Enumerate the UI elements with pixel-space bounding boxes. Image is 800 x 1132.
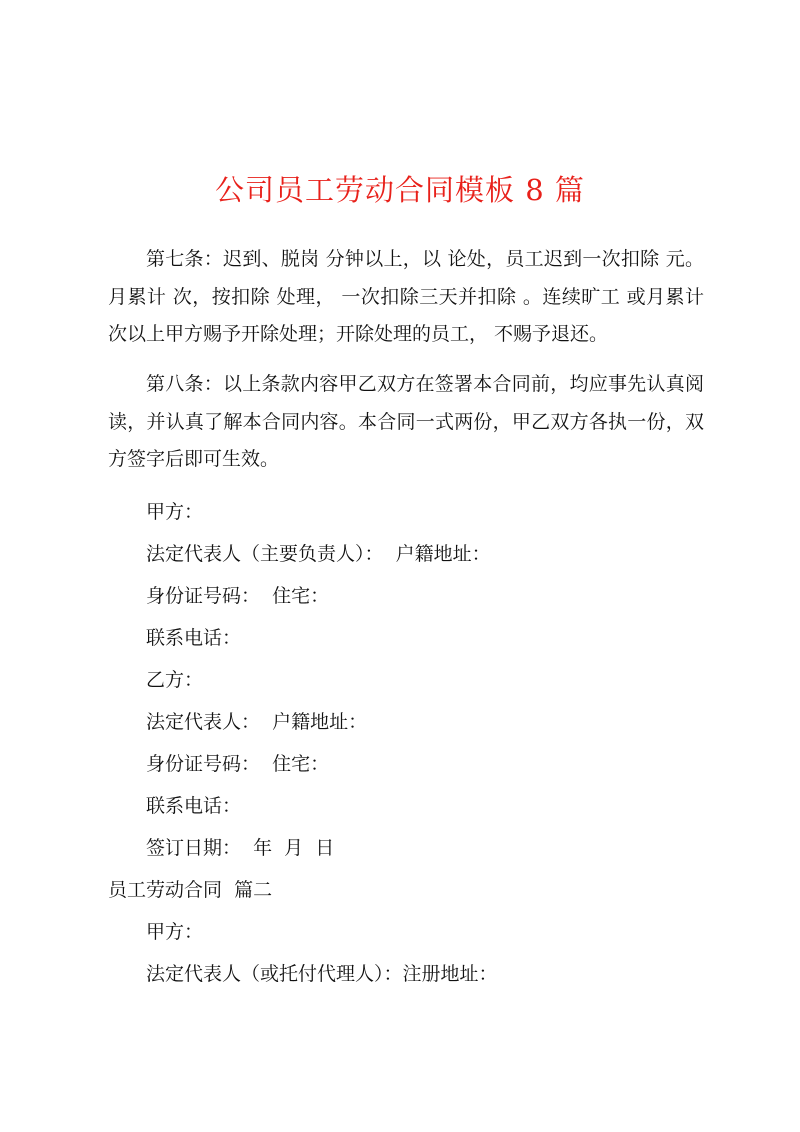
section-2-legal-rep-line: 法定代表人（或托付代理人）：注册地址：: [146, 963, 498, 985]
article-8-paragraph: 第八条：以上条款内容甲乙双方在签署本合同前，均应事先认真阅读，并认真了解本合同内容。本合同一式两份，甲乙双方各执一份，双方签字后即可生效。: [108, 373, 704, 470]
party-a-id-line: 身份证号码： 住宅：: [146, 585, 330, 607]
party-a-phone-line: 联系电话：: [146, 627, 242, 649]
sign-date-line: 签订日期： 年 月 日: [146, 837, 335, 859]
party-b-phone-line: 联系电话：: [146, 795, 242, 817]
article-7-paragraph: 第七条：迟到、脱岗 分钟以上，以 论处，员工迟到一次扣除 元。月累计 次，按扣除 处理， 一次扣除三天并扣除 。连续旷工 或月累计 次以上甲方赐予开除处理；开除处理的员工， 不赐予退还。: [108, 248, 704, 345]
section-2-party-a-label: 甲方：: [146, 921, 204, 943]
party-a-legal-rep-line: 法定代表人（主要负责人）： 户籍地址：: [146, 543, 491, 565]
party-b-legal-rep-line: 法定代表人： 户籍地址：: [146, 711, 368, 733]
party-b-id-line: 身份证号码： 住宅：: [146, 753, 330, 775]
document-title: 公司员工劳动合同模板 8 篇: [215, 173, 585, 207]
party-b-label: 乙方：: [146, 669, 204, 691]
section-2-heading: 员工劳动合同 篇二: [108, 879, 273, 901]
party-a-label: 甲方：: [146, 501, 204, 523]
